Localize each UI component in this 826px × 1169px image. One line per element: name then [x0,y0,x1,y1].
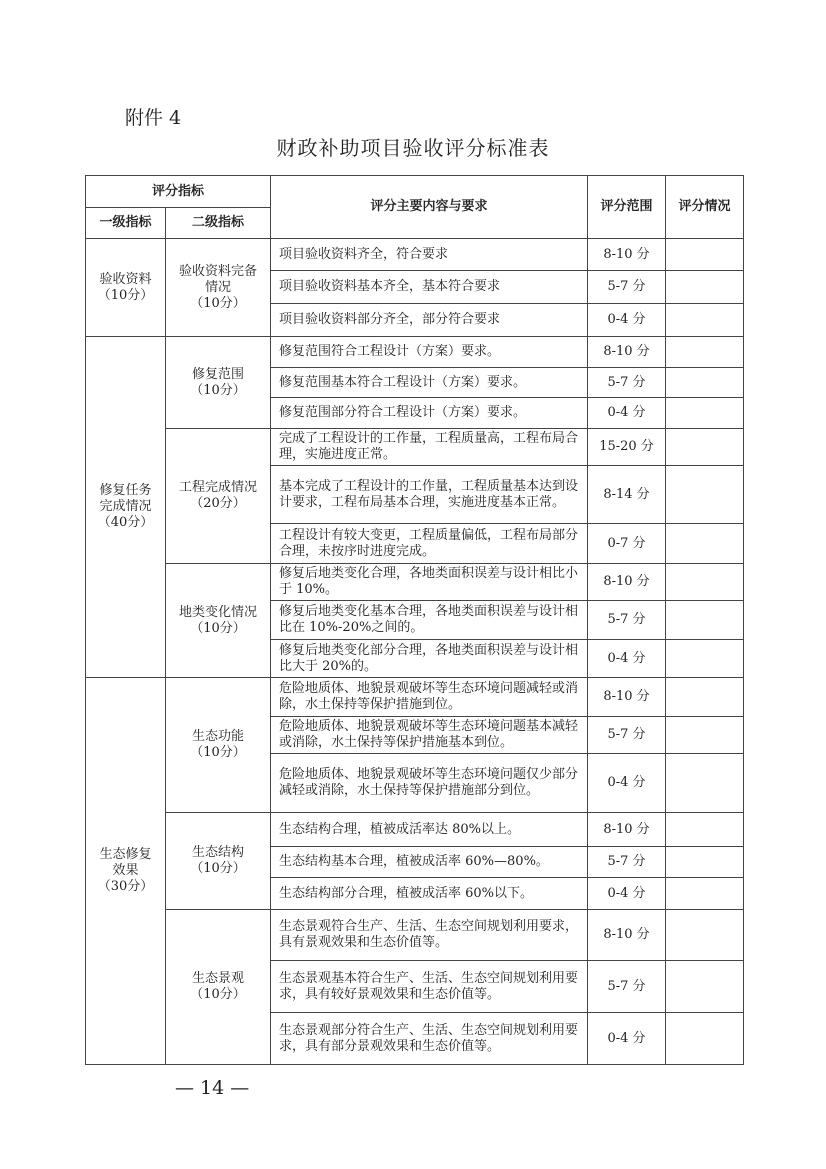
score-range: 0-4 分 [588,640,666,678]
table-row [86,564,744,601]
score-range: 8-14 分 [588,466,666,524]
score-result-cell[interactable] [666,678,744,717]
requirement-text: 完成了工程设计的工作量，工程质量高，工程布局合理，实施进度正常。 [271,429,588,466]
score-result-cell[interactable] [666,368,744,398]
table-row [86,813,744,847]
table-row [86,239,744,271]
requirement-text: 生态结构合理，植被成活率达 80%以上。 [271,813,588,847]
header-content: 评分主要内容与要求 [271,176,588,239]
requirement-text: 危险地质体、地貌景观破坏等生态环境问题基本减轻或消除，水土保持等保护措施基本到位。 [271,717,588,754]
score-result-cell[interactable] [666,847,744,878]
requirement-text: 危险地质体、地貌景观破坏等生态环境问题减轻或消除，水土保持等保护措施到位。 [271,678,588,717]
score-range: 8-10 分 [588,678,666,717]
table-row [86,678,744,717]
score-result-cell[interactable] [666,429,744,466]
score-result-cell[interactable] [666,271,744,304]
score-range: 8-10 分 [588,239,666,271]
requirement-text: 生态景观基本符合生产、生活、生态空间规划利用要求，具有较好景观效果和生态价值等。 [271,961,588,1013]
header-indicator: 评分指标 [86,176,271,208]
score-range: 0-4 分 [588,1013,666,1065]
score-result-cell[interactable] [666,961,744,1013]
header-level1: 一级指标 [86,208,166,239]
score-range: 0-4 分 [588,754,666,813]
score-result-cell[interactable] [666,910,744,961]
requirement-text: 生态景观部分符合生产、生活、生态空间规划利用要求，具有部分景观效果和生态价值等。 [271,1013,588,1065]
table-row [86,337,744,368]
scoring-table [85,175,744,1065]
table-row [86,429,744,466]
requirement-text: 项目验收资料齐全，符合要求 [271,239,588,271]
level2-indicator: 工程完成情况 （20分） [166,429,271,564]
score-result-cell[interactable] [666,239,744,271]
score-result-cell[interactable] [666,640,744,678]
document-title: 财政补助项目验收评分标准表 [276,136,550,160]
requirement-text: 生态景观符合生产、生活、生态空间规划利用要求，具有景观效果和生态价值等。 [271,910,588,961]
header-range: 评分范围 [588,176,666,239]
requirement-text: 基本完成了工程设计的工作量，工程质量基本达到设计要求，工程布局基本合理，实施进度基本正常。 [271,466,588,524]
score-range: 0-7 分 [588,524,666,564]
requirement-text: 项目验收资料部分齐全，部分符合要求 [271,304,588,337]
level2-indicator: 生态功能 （10分） [166,678,271,813]
requirement-text: 修复后地类变化合理，各地类面积误差与设计相比小于 10%。 [271,564,588,601]
score-range: 8-10 分 [588,910,666,961]
score-result-cell[interactable] [666,564,744,601]
table-row [86,910,744,961]
score-range: 8-10 分 [588,564,666,601]
score-result-cell[interactable] [666,466,744,524]
requirement-text: 修复后地类变化部分合理，各地类面积误差与设计相比大于 20%的。 [271,640,588,678]
score-range: 8-10 分 [588,813,666,847]
page-number: — 14 — [175,1077,250,1099]
score-range: 0-4 分 [588,398,666,429]
requirement-text: 修复范围部分符合工程设计（方案）要求。 [271,398,588,429]
requirement-text: 生态结构部分合理，植被成活率 60%以下。 [271,878,588,910]
score-result-cell[interactable] [666,601,744,640]
score-result-cell[interactable] [666,878,744,910]
attachment-label: 附件 4 [125,107,182,129]
score-range: 8-10 分 [588,337,666,368]
requirement-text: 修复后地类变化基本合理，各地类面积误差与设计相比在 10%-20%之间的。 [271,601,588,640]
level1-indicator: 生态修复 效果 （30分） [86,678,166,1065]
score-result-cell[interactable] [666,304,744,337]
score-range: 5-7 分 [588,847,666,878]
score-range: 5-7 分 [588,717,666,754]
requirement-text: 项目验收资料基本齐全，基本符合要求 [271,271,588,304]
score-result-cell[interactable] [666,717,744,754]
score-range: 5-7 分 [588,271,666,304]
level1-indicator: 验收资料 （10分） [86,239,166,337]
score-result-cell[interactable] [666,754,744,813]
score-range: 5-7 分 [588,961,666,1013]
header-result: 评分情况 [666,176,744,239]
level2-indicator: 地类变化情况 （10分） [166,564,271,678]
score-result-cell[interactable] [666,398,744,429]
level2-indicator: 生态结构 （10分） [166,813,271,910]
level2-indicator: 验收资料完备 情况 （10分） [166,239,271,337]
requirement-text: 工程设计有较大变更，工程质量偏低，工程布局部分合理，未按序时进度完成。 [271,524,588,564]
level2-indicator: 生态景观 （10分） [166,910,271,1065]
score-result-cell[interactable] [666,813,744,847]
score-range: 0-4 分 [588,878,666,910]
score-range: 5-7 分 [588,601,666,640]
score-range: 5-7 分 [588,368,666,398]
header-level2: 二级指标 [166,208,271,239]
score-result-cell[interactable] [666,1013,744,1065]
score-result-cell[interactable] [666,524,744,564]
score-result-cell[interactable] [666,337,744,368]
level2-indicator: 修复范围 （10分） [166,337,271,429]
requirement-text: 修复范围符合工程设计（方案）要求。 [271,337,588,368]
requirement-text: 修复范围基本符合工程设计（方案）要求。 [271,368,588,398]
requirement-text: 生态结构基本合理，植被成活率 60%—80%。 [271,847,588,878]
requirement-text: 危险地质体、地貌景观破坏等生态环境问题仅少部分减轻或消除，水土保持等保护措施部分到位。 [271,754,588,813]
score-range: 0-4 分 [588,304,666,337]
level1-indicator: 修复任务 完成情况 （40分） [86,337,166,678]
score-range: 15-20 分 [588,429,666,466]
